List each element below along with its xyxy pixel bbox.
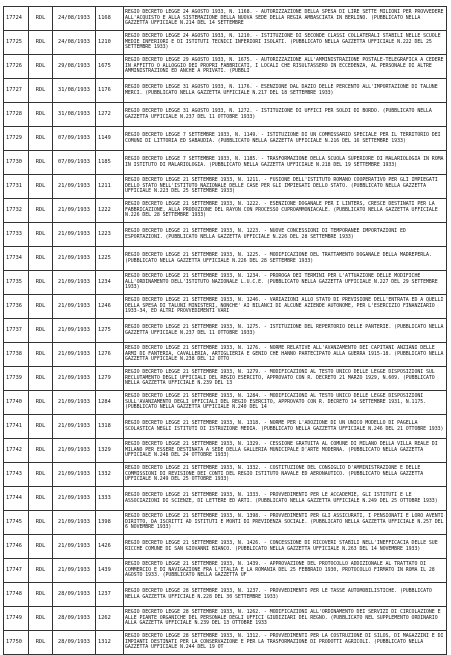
table-row (4, 295, 447, 319)
decree-date-cell: 21/09/1933 (53, 223, 96, 247)
decree-date-cell: 21/09/1933 (53, 559, 96, 583)
decree-number-cell: 17745 (4, 511, 29, 535)
decree-type-cell: RDL (29, 295, 53, 319)
table-row (4, 487, 447, 511)
decree-page-cell: 1176 (96, 79, 124, 103)
decree-title-cell: REGIO DECRETO LEGGE 21 SETTEMBRE 1933, N. 1439. - APPROVAZIONE DEL PROTOCOLLO ADDIZIONALE AL TRATTATO DI COMMERCIO E DI NAVIGAZIONE FRA L'ITALIA E LA ROMANIA DEL 25 FEBBRAIO 1930, PROTOCOLLO FIRMATO IN ROMA IL 28 AGOSTO 1933. (PUBBLICATO NELLA GAZZETTA UF (124, 559, 447, 583)
decree-type-cell: RDL (29, 271, 53, 295)
table-row (4, 223, 447, 247)
decree-page-cell: 1332 (96, 463, 124, 487)
decree-title-cell: REGIO DECRETO LEGGE 31 AGOSTO 1933, N. 1272. - ISTITUZIONE DI UFFICI PER SOLDI DI BORDO. (PUBBLICATO NELLA GAZZETTA UFFICIALE N.237 DEL 11 OTTOBRE 1933) (124, 103, 447, 127)
table-row (4, 415, 447, 439)
decree-type-cell: RDL (29, 127, 53, 151)
decree-title-cell: REGIO DECRETO LEGGE 24 AGOSTO 1933, N. 1210. - ISTITUZIONE DI SECONDE CLASSI COLLATERALI STABILI NELLE SCUOLE MEDIE INFERIORI E DI ISTITUTI TECNICI INFERIORI ISOLATI. (PUBBLICATO NELLA GAZZETTA UFFICIALE N.222 DEL 25 SETTEMBRE 1933) (124, 31, 447, 55)
decree-page-cell: 1211 (96, 175, 124, 199)
decree-title-cell: REGIO DECRETO LEGGE 28 SETTEMBRE 1933, N. 1312. - PROVVEDIMENTI PER LA COSTRUZIONE DI SILOS, DI MAGAZZINI E DI IMPIANTI DESTINATI PER LA CONSERVAZIONE E PER LA TRASFORMAZIONE DI PRODOTTI AGRICOLI. (PUBBLICATO NELLA GAZZETTA UFFICIALE N.244 DEL 19 OT (124, 631, 447, 655)
decree-title-cell: REGIO DECRETO LEGGE 21 SETTEMBRE 1933, N. 1279. - MODIFICAZIONI AL TESTO UNICO DELLE LEGGE DISPOSIZIONI SUL RECLUTAMENTO DEGLI UFFICIALI DEL REGIO ESERCITO, APPROVATO CON R. DECRETO 21 MARZO 1929, N.609. (PUBBLICATO NELLA GAZZETTA UFFICIALE N.239 DEL 13 (124, 367, 447, 391)
decree-page-cell: 1276 (96, 343, 124, 367)
decree-title-cell: REGIO DECRETO LEGGE 21 SETTEMBRE 1933, N. 1222. - ESENZIONE DOGANALE PER I LINTERS, CRESCE DESTINATI PER LA FABBRICAZIONE, ALLA PRODUZIONE DEL RAYON CON PROCESSO CUPROAMMONIACALE. (PUBBLICATO NELLA GAZZETTA UFFICIALE N.226 DEL 28 SETTEMBRE 1933) (124, 199, 447, 223)
decree-page-cell: 1262 (96, 607, 124, 631)
decree-number-cell: 17748 (4, 583, 29, 607)
table-row (4, 391, 447, 415)
decree-number-cell: 17743 (4, 463, 29, 487)
table-row (4, 7, 447, 31)
decree-date-cell: 29/08/1933 (53, 55, 96, 79)
decree-page-cell: 1225 (96, 247, 124, 271)
decree-type-cell: RDL (29, 511, 53, 535)
decree-type-cell: RDL (29, 7, 53, 31)
decree-date-cell: 21/09/1933 (53, 439, 96, 463)
decree-title-cell: REGIO DECRETO LEGGE 24 AGOSTO 1933, N. 1168. - AUTORIZZAZIONE DELLA SPESA DI LIRE SETTE MILIONI PER PROVVEDERE ALL'ACQUISTO E ALLA SISTEMAZIONE DELLA NUOVA SEDE DELLA REGIA AMBASCIATA IN BERLINO. (PUBBLICATO NELLA GAZZETTA UFFICIALE N.214 DEL 14 SETTEMBRE (124, 7, 447, 31)
table-row (4, 343, 447, 367)
decree-number-cell: 17736 (4, 295, 29, 319)
decree-type-cell: RDL (29, 535, 53, 559)
decree-title-cell: REGIO DECRETO LEGGE 21 SETTEMBRE 1933, N. 1211. - FUSIONE DELL'ISTITUTO ROMANO COOPERATIVO PER GLI IMPIEGATI DELLO STATO NELL'ISTITUTO NAZIONALE DELLE CASE PER GLI IMPIEGATI DELLO STATO. (PUBBLICATO NELLA GAZZETTA UFFICIALE N.223 DEL 25 SETTEMBRE 1933) (124, 175, 447, 199)
decree-type-cell: RDL (29, 343, 53, 367)
decree-number-cell: 17731 (4, 175, 29, 199)
decree-page-cell: 1246 (96, 295, 124, 319)
decree-type-cell: RDL (29, 631, 53, 655)
decree-date-cell: 21/09/1933 (53, 343, 96, 367)
decree-date-cell: 21/09/1933 (53, 247, 96, 271)
decree-date-cell: 21/09/1933 (53, 535, 96, 559)
decree-title-cell: REGIO DECRETO LEGGE 21 SETTEMBRE 1933, N. 1234. - PROROGA DEI TERMINI PER L'ATTUAZIONE DELLE MODIFICHE ALL'ORDINAMENTO DELL'ISTITUTO NAZIONALE L.U.C.E. (PUBBLICATO NELLA GAZZETTA UFFICIALE N.227 DEL 29 SETTEMBRE 1933) (124, 271, 447, 295)
decree-type-cell: RDL (29, 439, 53, 463)
table-row (4, 55, 447, 79)
table-row (4, 463, 447, 487)
decree-type-cell: RDL (29, 31, 53, 55)
decree-type-cell: RDL (29, 247, 53, 271)
decree-number-cell: 17735 (4, 271, 29, 295)
decree-number-cell: 17740 (4, 391, 29, 415)
decree-date-cell: 21/09/1933 (53, 487, 96, 511)
decree-date-cell: 21/09/1933 (53, 319, 96, 343)
table-row (4, 175, 447, 199)
decree-number-cell: 17738 (4, 343, 29, 367)
decree-number-cell: 17730 (4, 151, 29, 175)
decree-number-cell: 17750 (4, 631, 29, 655)
decree-page-cell: 1426 (96, 535, 124, 559)
decree-date-cell: 21/09/1933 (53, 463, 96, 487)
decree-number-cell: 17732 (4, 199, 29, 223)
decree-title-cell: REGIO DECRETO LEGGE 21 SETTEMBRE 1933, N. 1275. - ISTITUZIONE DEL REPERTORIO DELLE PANTERIE. (PUBBLICATO NELLA GAZZETTA UFFICIALE N.237 DEL 11 OTTOBRE 1933) (124, 319, 447, 343)
decree-type-cell: RDL (29, 391, 53, 415)
table-row (4, 103, 447, 127)
decree-number-cell: 17742 (4, 439, 29, 463)
decree-type-cell: RDL (29, 559, 53, 583)
decree-title-cell: REGIO DECRETO LEGGE 31 AGOSTO 1933, N. 1176. - ESENZIONE DAL DAZIO DELLE PERCENTO ALL'IMPORTAZIONE DI TALUNE MERCI. (PUBBLICATO NELLA GAZZETTA UFFICIALE N.217 DEL 18 SETTEMBRE 1933) (124, 79, 447, 103)
decree-page-cell: 1168 (96, 7, 124, 31)
decree-title-cell: REGIO DECRETO LEGGE 28 SETTEMBRE 1933, N. 1237. - PROVVEDIMENTI PER LE TASSE AUTOMOBILISTICHE. (PUBBLICATO NELLA GAZZETTA UFFICIALE N.228 DEL 30 SETTEMBRE 1933) (124, 583, 447, 607)
decree-date-cell: 21/09/1933 (53, 199, 96, 223)
decree-date-cell: 07/09/1933 (53, 151, 96, 175)
decree-page-cell: 1210 (96, 31, 124, 55)
decree-number-cell: 17728 (4, 103, 29, 127)
decree-title-cell: REGIO DECRETO LEGGE 21 SETTEMBRE 1933, N. 1225. - MODIFICAZIONE DEL TRATTAMENTO DOGANALE DELLA MADREPERLA. (PUBBLICATO NELLA GAZZETTA UFFICIALE N.226 DEL 28 SETTEMBRE 1933) (124, 247, 447, 271)
decree-type-cell: RDL (29, 415, 53, 439)
decree-number-cell: 17739 (4, 367, 29, 391)
decree-number-cell: 17737 (4, 319, 29, 343)
decree-type-cell: RDL (29, 151, 53, 175)
decree-number-cell: 17746 (4, 535, 29, 559)
decree-page-cell: 1279 (96, 367, 124, 391)
decree-number-cell: 17725 (4, 31, 29, 55)
decree-table (3, 6, 447, 655)
table-row (4, 247, 447, 271)
decree-table-body (4, 7, 447, 655)
decree-type-cell: RDL (29, 175, 53, 199)
table-row (4, 271, 447, 295)
decree-page-cell: 1318 (96, 415, 124, 439)
decree-type-cell: RDL (29, 223, 53, 247)
decree-date-cell: 21/09/1933 (53, 391, 96, 415)
decree-date-cell: 21/09/1933 (53, 511, 96, 535)
decree-type-cell: RDL (29, 367, 53, 391)
decree-number-cell: 17744 (4, 487, 29, 511)
table-row (4, 79, 447, 103)
decree-number-cell: 17734 (4, 247, 29, 271)
decree-type-cell: RDL (29, 583, 53, 607)
decree-page-cell: 1333 (96, 487, 124, 511)
decree-title-cell: REGIO DECRETO LEGGE 21 SETTEMBRE 1933, N. 1332. - COSTITUZIONE DEL CONSIGLIO D'AMMINISTRAZIONE E DELLE COMMISSIONI DI REVISIONE DEI CONTI DEL REGIO ISTITUTO NAVALE ED AERONAUTICO. (PUBBLICATO NELLA GAZZETTA UFFICIALE N.249 DEL 25 OTTOBRE 1933) (124, 463, 447, 487)
table-row (4, 559, 447, 583)
decree-type-cell: RDL (29, 103, 53, 127)
decree-title-cell: REGIO DECRETO LEGGE 21 SETTEMBRE 1933, N. 1246. - VARIAZIONI ALLO STATO DI PREVISIONE DELL'ENTRATA ED A QUELLI DELLA SPESA DI TALUNI MINISTERI, NONCHE' AI BILANCI DI ALCUNE AZIENDE AUTONOME, PER L'ESERCIZIO FINANZIARIO 1933-34, ED ALTRI PROVVEDIMENTI VARI (124, 295, 447, 319)
decree-type-cell: RDL (29, 199, 53, 223)
decree-date-cell: 21/09/1933 (53, 295, 96, 319)
decree-title-cell: REGIO DECRETO LEGGE 21 SETTEMBRE 1933, N. 1284. - MODIFICAZIONI AL TESTO UNICO DELLE LEGGE DISPOSIZIONI SULL'AVANZAMENTO DEGLI UFFICIALI DEL REGIO ESERCITO, APPROVATO CON R. DECRETO 14 SETTEMBRE 1931, N.1175. (PUBBLICATO NELLA GAZZETTA UFFICIALE N.240 DEL 14 (124, 391, 447, 415)
decree-title-cell: REGIO DECRETO LEGGE 21 SETTEMBRE 1933, N. 1333. - PROVVEDIMENTI PER LE ACCADEMIE, GLI ISTITUTI E LE ASSOCIAZIONI DI SCIENZE, DI LETTERE ED ARTI. (PUBBLICATO NELLA GAZZETTA UFFICIALE N.249 DEL 25 OTTOBRE 1933) (124, 487, 447, 511)
decree-date-cell: 31/08/1933 (53, 79, 96, 103)
decree-page-cell: 1185 (96, 151, 124, 175)
decree-page-cell: 1223 (96, 223, 124, 247)
decree-number-cell: 17726 (4, 55, 29, 79)
table-row (4, 439, 447, 463)
decree-title-cell: REGIO DECRETO LEGGE 28 SETTEMBRE 1933, N. 1262. - MODIFICAZIONI ALL'ORDINAMENTO DEI SERVIZI DI CIRCOLAZIONE E ALLE PIANTE ORGANICHE DEL PERSONALE DEGLI UFFICI GIUDIZIARI DEL REGNO. (PUBBLICATO NEL SUPPLEMENTO ORDINARIO ALLA GAZZETTA UFFICIALE N.239 DEL 13 OTTOBRE 1933 (124, 607, 447, 631)
decree-page-cell: 1222 (96, 199, 124, 223)
decree-number-cell: 17749 (4, 607, 29, 631)
decree-type-cell: RDL (29, 463, 53, 487)
table-row (4, 31, 447, 55)
decree-date-cell: 21/09/1933 (53, 175, 96, 199)
decree-title-cell: REGIO DECRETO LEGGE 21 SETTEMBRE 1933, N. 1318. - NORME PER L'ADOZIONE DI UN UNICO MODELLO DI PAGELLA SCOLASTICA NEGLI ISTITUTI DI ISTRUZIONE MEDIA. (PUBBLICATO NELLA GAZZETTA UFFICIALE N.246 DEL 21 OTTOBRE 1933) (124, 415, 447, 439)
table-row (4, 607, 447, 631)
decree-page-cell: 1312 (96, 631, 124, 655)
decree-page-cell: 1439 (96, 559, 124, 583)
decree-type-cell: RDL (29, 487, 53, 511)
decree-date-cell: 31/08/1933 (53, 103, 96, 127)
decree-title-cell: REGIO DECRETO LEGGE 29 AGOSTO 1933, N. 1675. - AUTORIZZAZIONE ALL'AMMINISTRAZIONE POSTALE-TELEGRAFICA A CEDERE IN AFFITTO O ALLOGGIO DEI PROPRI FABBRICATI, I LOCALI CHE RISULTASSERO IN ECCEDENZA, AL PERSONALE DI ALTRE AMMINISTRAZIONI ED ANCHE A PRIVATI. (PUBBLI (124, 55, 447, 79)
table-row (4, 583, 447, 607)
table-row (4, 319, 447, 343)
decree-type-cell: RDL (29, 607, 53, 631)
decree-page-cell: 1284 (96, 391, 124, 415)
table-row (4, 199, 447, 223)
table-row (4, 367, 447, 391)
decree-date-cell: 21/09/1933 (53, 415, 96, 439)
decree-number-cell: 17727 (4, 79, 29, 103)
decree-title-cell: REGIO DECRETO LEGGE 7 SETTEMBRE 1933, N. 1185. - TRASFORMAZIONE DELLA SCUOLA SUPERIORE DI MALARIOLOGIA IN ROMA IN ISTITUTO DI MALARIOLOGIA. (PUBBLICATO NELLA GAZZETTA UFFICIALE N.218 DEL 19 SETTEMBRE 1933) (124, 151, 447, 175)
decree-title-cell: REGIO DECRETO LEGGE 21 SETTEMBRE 1933, N. 1276. - NORME RELATIVE ALL'AVANZAMENTO DEI CAPITANI ANZIANI DELLE ARMI DI FANTERIA, CAVALLERIA, ARTIGLIERIA E GENIO CHE HANNO PARTECIPATO ALLA GUERRA 1915-18. (PUBBLICATO NELLA GAZZETTA UFFICIALE N.238 DEL 12 OTTO (124, 343, 447, 367)
decree-page-cell: 1237 (96, 583, 124, 607)
table-row (4, 535, 447, 559)
decree-page-cell: 1329 (96, 439, 124, 463)
decree-title-cell: REGIO DECRETO LEGGE 21 SETTEMBRE 1933, N. 1223. - NUOVE CONCESSIONI DI TEMPORANEE IMPORTAZIONI ED ESPORTAZIONI. (PUBBLICATO NELLA GAZZETTA UFFICIALE N.226 DEL 28 SETTEMBRE 1933) (124, 223, 447, 247)
decree-page-cell: 1149 (96, 127, 124, 151)
decree-date-cell: 28/09/1933 (53, 631, 96, 655)
decree-page-cell: 1675 (96, 55, 124, 79)
decree-page-cell: 1272 (96, 103, 124, 127)
decree-title-cell: REGIO DECRETO LEGGE 21 SETTEMBRE 1933, N. 1398. - PROVVEDIMENTI PER GLI ASSICURATI, I PENSIONATI E LORO AVENTI DIRITTO, DA ISCRITTI AD ISTITUTI E MONTI DI PREVIDENZA SOCIALE. (PUBBLICATO NELLA GAZZETTA UFFICIALE N.257 DEL 6 NOVEMBRE 1933) (124, 511, 447, 535)
decree-type-cell: RDL (29, 55, 53, 79)
decree-number-cell: 17724 (4, 7, 29, 31)
decree-number-cell: 17733 (4, 223, 29, 247)
decree-title-cell: REGIO DECRETO LEGGE 7 SETTEMBRE 1933, N. 1149. - ISTITUZIONE DI UN COMMISSARIO SPECIALE PER IL TERRITORIO DEI COMUNI DI LITTORIA ED SABAUDIA. (PUBBLICATO NELLA GAZZETTA UFFICIALE N.216 DEL 16 SETTEMBRE 1933) (124, 127, 447, 151)
table-row (4, 127, 447, 151)
table-row (4, 151, 447, 175)
decree-page-cell: 1275 (96, 319, 124, 343)
decree-number-cell: 17741 (4, 415, 29, 439)
table-row (4, 511, 447, 535)
decree-date-cell: 21/09/1933 (53, 367, 96, 391)
decree-title-cell: REGIO DECRETO LEGGE 21 SETTEMBRE 1933, N. 1329. - CESSIONE GRATUITA AL COMUNE DI MILANO DELLA VILLA REALE DI MILANO PER ESSERE DESTINATA A SEDE DELLA GALLERIA MUNICIPALE D'ARTE MODERNA. (PUBBLICATO NELLA GAZZETTA UFFICIALE N.248 DEL 24 OTTOBRE 1933) (124, 439, 447, 463)
decree-type-cell: RDL (29, 79, 53, 103)
decree-date-cell: 07/09/1933 (53, 127, 96, 151)
decree-number-cell: 17747 (4, 559, 29, 583)
decree-date-cell: 28/09/1933 (53, 583, 96, 607)
decree-type-cell: RDL (29, 319, 53, 343)
decree-date-cell: 24/08/1933 (53, 31, 96, 55)
decree-page-cell: 1398 (96, 511, 124, 535)
decree-date-cell: 24/08/1933 (53, 7, 96, 31)
decree-date-cell: 28/09/1933 (53, 607, 96, 631)
decree-number-cell: 17729 (4, 127, 29, 151)
decree-date-cell: 21/09/1933 (53, 271, 96, 295)
decree-title-cell: REGIO DECRETO LEGGE 21 SETTEMBRE 1933, N. 1426. - CONCESSIONE DI RICOVERI STABILI NELL'INEFFICACIA DELLE SUE RICCHE COMUNE DI SAN GIOVANNI BIANCO. (PUBBLICATO NELLA GAZZETTA UFFICIALE N.263 DEL 14 NOVEMBRE 1933) (124, 535, 447, 559)
decree-page-cell: 1234 (96, 271, 124, 295)
